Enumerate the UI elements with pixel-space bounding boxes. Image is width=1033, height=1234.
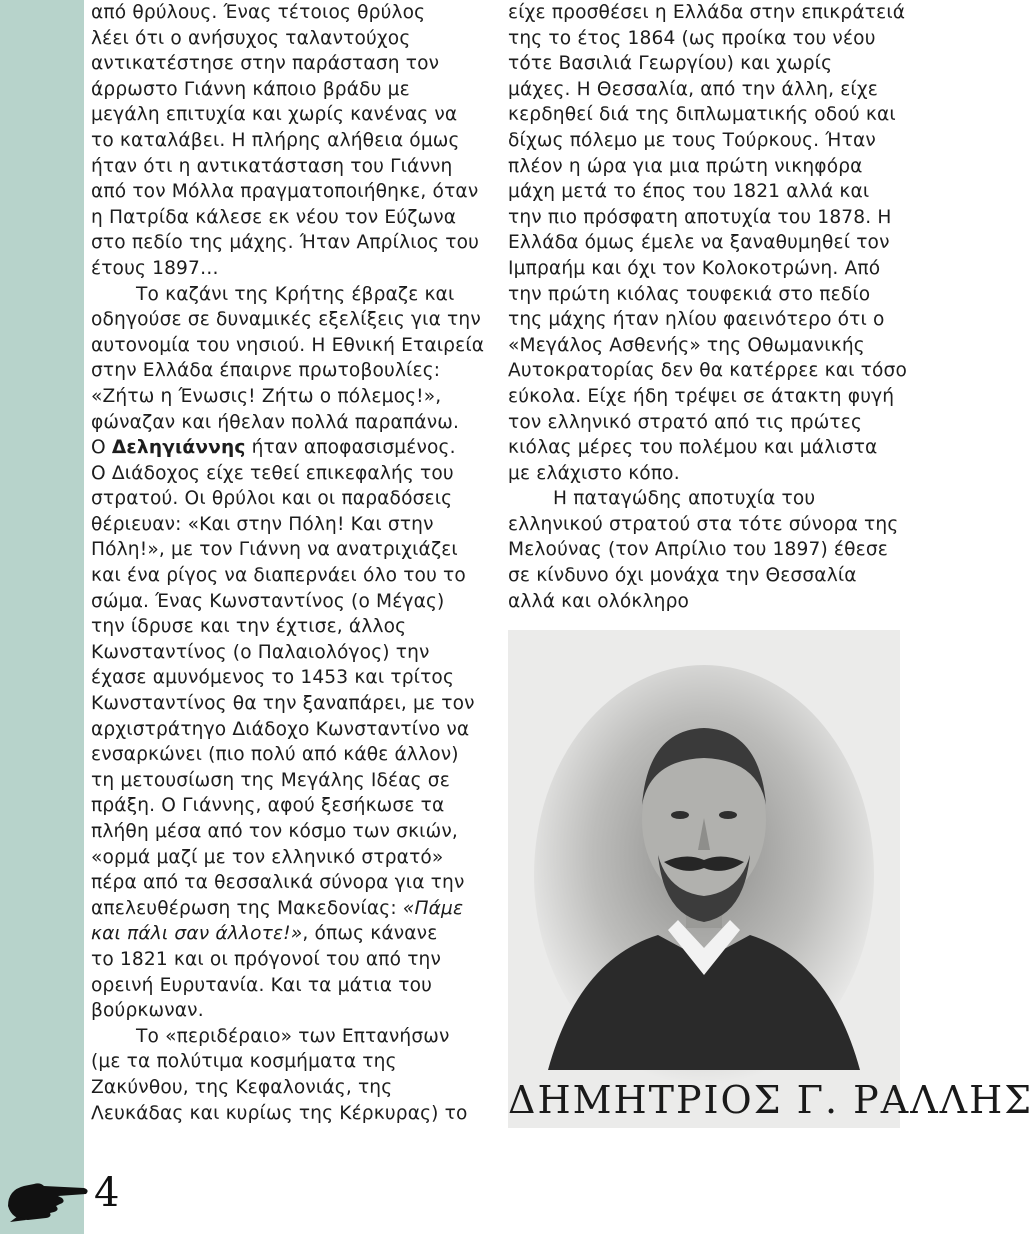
- italic-quote: και πάλι σαν άλλοτε!»: [91, 923, 303, 945]
- text-line: στρατού. Οι θρύλοι και οι παραδόσεις: [91, 488, 453, 510]
- text-line: «Ζήτω η Ένωσις! Ζήτω ο πόλεμος!»,: [91, 385, 442, 407]
- text-line: κιόλας μέρες του πολέμου και μάλιστα: [508, 437, 878, 459]
- portrait-image: [508, 630, 1033, 1128]
- text-line: πλήθη μέσα από τον κόσμο των σκιών,: [91, 821, 458, 842]
- text-line: ενσαρκώνει (πιο πολύ από κάθε άλλον): [91, 744, 459, 766]
- text-line: την πρώτη κιόλας τουφεκιά στο πεδίο: [508, 283, 871, 305]
- text-line: «ορμά μαζί με τον ελληνικό στρατό»: [91, 846, 444, 868]
- text-line: Λευκάδας και κυρίως της Κέρκυρας) το: [91, 1102, 468, 1124]
- text-line: Το καζάνι της Κρήτης έβραζε και: [136, 283, 455, 305]
- text-line: σε κίνδυνο όχι μονάχα την Θεσσαλία: [508, 565, 857, 587]
- page-number: 4: [94, 1170, 120, 1216]
- text-line: τότε Βασιλιά Γεωργίου) και χωρίς: [508, 53, 833, 75]
- text-line: «Μεγάλος Ασθενής» της Οθωμανικής: [508, 334, 865, 356]
- text-line: η Πατρίδα κάλεσε εκ νέου τον Εύζωνα: [91, 206, 457, 228]
- text-line: άρρωστο Γιάννη κάποιο βράδυ με: [91, 78, 410, 100]
- right-column: [508, 0, 918, 614]
- text-line: πλέον η ώρα για μια πρώτη νικηφόρα: [508, 155, 863, 177]
- text-line: της μάχης ήταν ηλίου φαεινότερο ότι ο: [508, 309, 885, 331]
- text-line: αλλά και ολόκληρο: [508, 590, 690, 612]
- text-line: ορεινή Ευρυτανία. Και τα μάτια του: [91, 974, 433, 996]
- text-line: πέρα από τα θεσσαλικά σύνορα για την: [91, 872, 465, 894]
- text-line: έτους 1897…: [91, 257, 219, 279]
- text-line: ήταν ότι η αντικατάσταση του Γιάννη: [91, 155, 453, 177]
- text-line: θέριευαν: «Και στην Πόλη! Και στην: [91, 513, 434, 535]
- text-line: Το «περιδέραιο» των Επτανήσων: [136, 1025, 450, 1047]
- text-line: της το έτος 1864 (ως προίκα του νέου: [508, 27, 876, 49]
- text-line: είχε προσθέσει η Ελλάδα στην επικράτειά: [508, 2, 906, 23]
- text-line: το καταλάβει. Η πλήρης αλήθεια όμως: [91, 129, 460, 151]
- photo-caption: ΔΗΜΗΤΡΙΟΣ Γ. ΡΑΛΛΗΣ: [508, 1078, 1033, 1122]
- text-line: από θρύλους. Ένας τέτοιος θρύλος: [91, 2, 426, 23]
- text-line: μάχες. Η Θεσσαλία, από την άλλη, είχε: [508, 78, 878, 100]
- text-line: Η παταγώδης αποτυχία του: [553, 488, 816, 510]
- text-line: Κωνσταντίνος (ο Παλαιολόγος) την: [91, 641, 430, 663]
- text-line: Κωνσταντίνος θα την ξαναπάρει, με τον: [91, 693, 475, 715]
- portrait-photo: [508, 630, 1033, 1128]
- text-line: με ελάχιστο κόπο.: [508, 462, 680, 484]
- text-line: λέει ότι ο ανήσυχος ταλαντούχος: [91, 27, 411, 49]
- text-line: αντικατέστησε στην παράσταση τον: [91, 53, 440, 75]
- italic-quote: «Πάμε: [402, 897, 464, 919]
- text-line: (με τα πολύτιμα κοσμήματα της: [91, 1051, 397, 1073]
- text-line: Αυτοκρατορίας δεν θα κατέρρεε και τόσο: [508, 360, 908, 382]
- text-line: κερδηθεί διά της διπλωματικής οδού και: [508, 104, 896, 126]
- text-line: οδηγούσε σε δυναμικές εξελίξεις για την: [91, 309, 481, 331]
- text-line: Ο Διάδοχος είχε τεθεί επικεφαλής του: [91, 462, 454, 484]
- text-line: ελληνικού στρατού στα τότε σύνορα της: [508, 513, 899, 535]
- text-line: εύκολα. Είχε ήδη τρέψει σε άτακτη φυγή: [508, 385, 895, 407]
- text-line: Πόλη!», με τον Γιάννη να ανατριχιάζει: [91, 539, 458, 561]
- text-line: το 1821 και οι πρόγονοί του από την: [91, 948, 442, 970]
- left-column: [91, 0, 501, 1126]
- text-line: βούρκωναν.: [91, 1000, 204, 1022]
- text-line: την πιο πρόσφατη αποτυχία του 1878. Η: [508, 206, 892, 228]
- text-line: αρχιστράτηγο Διάδοχο Κωνσταντίνο να: [91, 718, 470, 740]
- text-line: έχασε αμυνόμενος το 1453 και τρίτος: [91, 667, 455, 689]
- text-line: αυτονομία του νησιού. Η Εθνική Εταιρεία: [91, 334, 485, 356]
- pointing-hand-icon: [6, 1176, 90, 1224]
- text-line: Ζακύνθου, της Κεφαλονιάς, της: [91, 1076, 393, 1098]
- text-line: Ο Δεληγιάννης ήταν αποφασισμένος.: [91, 437, 456, 459]
- text-line: από τον Μόλλα πραγματοποιήθηκε, όταν: [91, 181, 479, 203]
- margin-band: [0, 0, 84, 1234]
- text-line: και ένα ρίγος να διαπερνάει όλο του το: [91, 565, 466, 587]
- text-line: πράξη. Ο Γιάννης, αφού ξεσήκωσε τα: [91, 795, 445, 817]
- text-line: σώμα. Ένας Κωνσταντίνος (ο Μέγας): [91, 590, 445, 612]
- text-line: την ίδρυσε και την έχτισε, άλλος: [91, 616, 407, 638]
- text-line: απελευθέρωση της Μακεδονίας: «Πάμε: [91, 897, 464, 919]
- text-line: μάχη μετά το έπος του 1821 αλλά και: [508, 181, 870, 203]
- text-line: στην Ελλάδα έπαιρνε πρωτοβουλίες:: [91, 360, 441, 382]
- text-line: τη μετουσίωση της Μεγάλης Ιδέας σε: [91, 769, 450, 791]
- text-line: Μελούνας (τον Απρίλιο του 1897) έθεσε: [508, 539, 888, 561]
- text-line: φώναζαν και ήθελαν πολλά παραπάνω.: [91, 411, 460, 433]
- text-line: τον ελληνικό στρατό από τις πρώτες: [508, 411, 863, 433]
- text-line: στο πεδίο της μάχης. Ήταν Απρίλιος του: [91, 232, 480, 254]
- text-line: δίχως πόλεμο με τους Τούρκους. Ήταν: [508, 129, 876, 151]
- text-line: και πάλι σαν άλλοτε!», όπως κάνανε: [91, 923, 438, 945]
- text-line: μεγάλη επιτυχία και χωρίς κανένας να: [91, 104, 458, 126]
- bold-name: Δεληγιάννης: [111, 437, 246, 459]
- text-line: Ιμπραήμ και όχι τον Κολοκοτρώνη. Από: [508, 257, 881, 279]
- text-line: Ελλάδα όμως έμελε να ξαναθυμηθεί τον: [508, 232, 890, 254]
